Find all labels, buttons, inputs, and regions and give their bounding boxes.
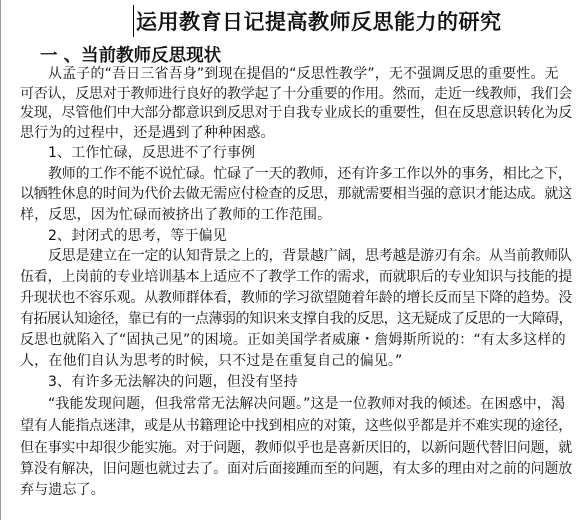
paragraph-line: 弃与遗忘了。 (20, 482, 105, 498)
page-edge-rule (0, 0, 1, 520)
subheading-line: 2、封闭式的思考，等于偏见 (48, 228, 227, 244)
paragraph-line: 思行为的过程中，还是遇到了种种困惑。 (20, 125, 275, 141)
paragraph-line: 但在事实中却很少能实施。对于问题，教师似乎也是喜新厌旧的，以新问题代替旧问题，就 (20, 440, 572, 456)
subheading-line: 3、有许多无法解决的问题，但没有坚持 (48, 374, 298, 390)
paragraph-line: 样，反思，因为忙碌而被挤出了教师的工作范围。 (20, 207, 332, 223)
text-cursor (133, 5, 134, 37)
paragraph-line: 反思也就陷入了“固执己见”的困境。正如美国学者威廉・詹姆斯所说的：“有太多这样的 (20, 332, 566, 348)
paragraph-line: “我能发现问题，但我常常无法解决问题。”这是一位教师对我的倾述。在困惑中，渴 (48, 396, 566, 412)
subheading-line: 1、工作忙碌，反思进不了行事例 (48, 145, 256, 161)
paragraph-line: 升现状也不容乐观。从教师群体看，教师的学习欲望随着年龄的增长反而呈下降的趋势。没 (20, 290, 572, 306)
paragraph-line: 可否认，反思对于教师进行良好的教学起了十分重要的作用。然而，走近一线教师，我们会 (20, 86, 572, 102)
paragraph-line: 以牺牲休息的时间为代价去做无需应付检查的反思，那就需要相当强的意识才能达成。就这 (20, 186, 572, 202)
paragraph-line: 望有人能指点迷津，或是从书籍理论中找到相应的对策，这些似乎都是并不难实现的途径， (20, 418, 572, 434)
paragraph-line: 反思是建立在一定的认知背景之上的，背景越广阔，思考越是游刃有余。从当前教师队 (48, 248, 572, 264)
paragraph-line: 人，在他们自认为思考的时候，只不过是在重复自己的偏见。” (20, 353, 403, 369)
paragraph-line: 教师的工作不能不说忙碌。忙碌了一天的教师，还有许多工作以外的事务，相比之下， (48, 166, 572, 182)
section-heading: 一 、当前教师反思现状 (40, 46, 222, 66)
document-title: 运用教育日记提高教师反思能力的研究 (136, 10, 502, 34)
paragraph-line: 从孟子的“吾日三省吾身”到现在提倡的“反思性教学”，无不强调反思的重要性。无 (48, 66, 559, 82)
paragraph-line: 算没有解决，旧问题也就过去了。面对后面接踵而至的问题，有太多的理由对之前的问题放 (20, 461, 572, 477)
paragraph-line: 发现，尽管他们中大部分都意识到反思对于自我专业成长的重要性，但在反思意识转化为反 (20, 105, 572, 121)
paragraph-line: 有拓展认知途径，靠已有的一点薄弱的知识来支撑自我的反思，这无疑成了反思的一大障碍， (20, 311, 573, 327)
paragraph-line: 伍看，上岗前的专业培训基本上适应不了教学工作的需求，而就职后的专业知识与技能的提 (20, 269, 572, 285)
